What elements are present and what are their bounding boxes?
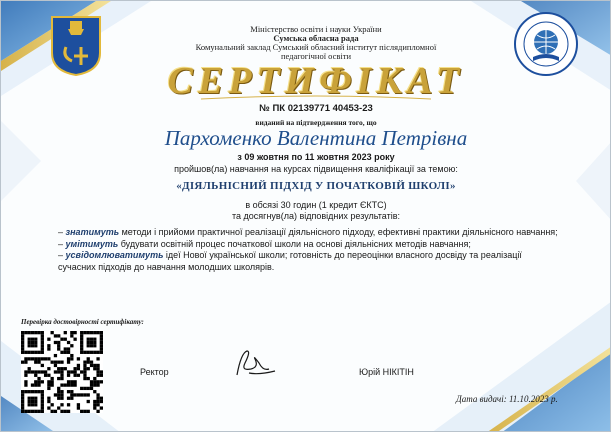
qr-code-icon[interactable] bbox=[21, 331, 103, 413]
council-line: Сумська обласна рада bbox=[273, 33, 359, 43]
result-text: методи і прийоми практичної реалізації діяльнісного підходу, ефективні практики діяльнісного навчання; bbox=[119, 227, 558, 237]
issued-text: виданий на підтвердження того, що bbox=[255, 118, 377, 127]
rector-signature bbox=[229, 345, 279, 381]
result-text: будувати освітній процес початкової школи на основі діяльнісних методів навчання; bbox=[118, 238, 471, 249]
results-intro: та досягнув(ла) відповідних результатів: bbox=[232, 211, 400, 221]
result-keyword: умітимуть bbox=[65, 238, 119, 249]
result-item: – умітимуть будувати освітній процес початкової школи на основі діяльнісних методів навчання; bbox=[58, 238, 471, 249]
recipient-name: Пархоменко Валентина Петрівна bbox=[164, 126, 468, 150]
side-diamond bbox=[576, 141, 611, 221]
certificate-number: № ПК 02139771 40453-23 bbox=[259, 103, 373, 114]
result-item: – усвідомлюватимуть ідеї Нової української школи; готовність до переоцінки власного досвіду та реалізації сучасних підходів до навчання молодших школярів. bbox=[58, 250, 522, 272]
result-text: ідеї Нової української школи; готовність до переоцінки власного досвіду та реалізації сучасних підходів до навчання молодших школярів. bbox=[58, 250, 522, 272]
course-topic: «ДІЯЛЬНІСНИЙ ПІДХІД У ПОЧАТКОВІЙ ШКОЛІ» bbox=[176, 180, 456, 192]
issue-date: Дата видачі: 11.10.2023 р. bbox=[456, 394, 558, 404]
results-list bbox=[58, 227, 558, 273]
sumy-oblast-emblem-icon bbox=[48, 13, 104, 77]
rector-name: Юрій НІКІТІН bbox=[359, 367, 414, 377]
verification-label: Перевірка достовірності сертифікату: bbox=[21, 318, 144, 326]
course-dates: з 09 жовтня по 11 жовтня 2023 року bbox=[237, 152, 395, 162]
institute-globe-logo-icon bbox=[513, 11, 579, 77]
result-keyword: знатимуть bbox=[65, 227, 120, 237]
ministry-line: Міністерство освіти і науки України bbox=[250, 24, 382, 34]
course-volume: в обсязі 30 годин (1 кредит ЄКТС) bbox=[245, 200, 387, 210]
institute-line-2: педагогічної освіти bbox=[280, 51, 352, 61]
institute-line: Комунальний заклад Сумський обласний інститут післядипломної bbox=[195, 42, 437, 52]
passed-text: пройшов(ла) навчання на курсах підвищення кваліфікації за темою: bbox=[174, 164, 458, 174]
result-item: – знатимуть методи і прийоми практичної реалізації діяльнісного підходу, ефективні практики діяльнісного навчання; bbox=[58, 227, 558, 237]
side-diamond bbox=[1, 121, 41, 201]
rector-label: Ректор bbox=[140, 367, 169, 377]
certificate-title: СЕРТИФІКАТ bbox=[167, 60, 465, 102]
result-keyword: усвідомлюватимуть bbox=[65, 250, 164, 260]
